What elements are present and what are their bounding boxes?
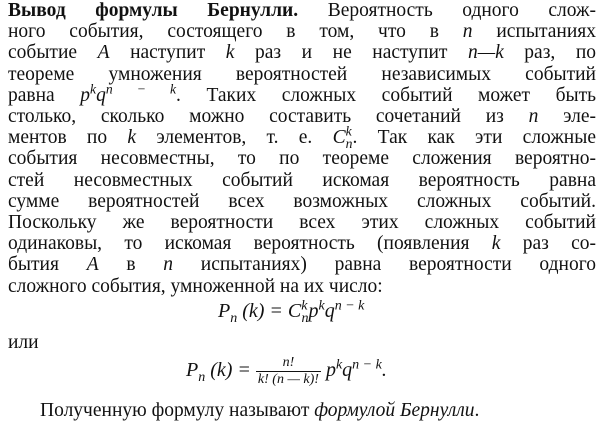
q: q	[342, 359, 353, 382]
P-sub-n: n	[230, 311, 238, 326]
var-q: q	[96, 84, 106, 106]
text: событие	[8, 42, 98, 64]
text: в	[98, 254, 164, 276]
line-2	[8, 21, 596, 42]
var-p: p	[80, 84, 90, 106]
section-title: Вывод формулы Бернулли.	[8, 0, 299, 21]
line-11	[8, 212, 596, 233]
bernoulli-formula-term: формулой Бернулли	[314, 400, 475, 421]
expr-n-minus-k: n—k	[467, 42, 504, 64]
line-13	[8, 254, 596, 275]
text: сумме вероятностей всех возможных сложных событий.	[8, 190, 596, 212]
text: испытаниях	[472, 21, 596, 43]
line-9	[8, 170, 596, 191]
var-k: k	[127, 127, 137, 149]
C-sub: n	[301, 311, 309, 326]
fraction	[256, 355, 321, 388]
p: p	[308, 300, 319, 322]
line-7	[8, 123, 596, 152]
var-k: k	[225, 42, 235, 64]
P: P	[186, 359, 199, 382]
period: .	[381, 359, 387, 382]
text: Полученную формулу называют	[40, 400, 315, 421]
line-3	[8, 42, 596, 63]
arg: (k) =	[237, 300, 288, 322]
var-A: A	[86, 254, 99, 276]
text: Поскольку же вероятности всех этих сложных событий	[8, 212, 596, 234]
p-sup: k	[318, 298, 325, 314]
P: P	[218, 300, 231, 322]
text: события несовместны, то по теореме сложения вероятно-	[8, 148, 596, 170]
formula-bernoulli-factorial	[186, 355, 387, 388]
page	[8, 0, 596, 429]
arg: (k) =	[205, 359, 256, 382]
denominator: k! (n — k)!	[257, 372, 319, 387]
C-sub-n: n	[345, 136, 353, 152]
var-A: A	[97, 42, 110, 64]
text: раз и не наступит	[234, 42, 468, 64]
C-sup: k	[301, 298, 308, 314]
text: раз, по	[503, 42, 597, 64]
numerator: n!	[282, 355, 295, 370]
line-14	[8, 276, 596, 297]
line-5	[8, 81, 597, 106]
text: теореме умножения вероятностей независимых событий	[8, 63, 596, 85]
line-4	[8, 64, 596, 85]
line-10	[8, 191, 596, 212]
q-sup: n − k	[334, 298, 365, 314]
text: стей несовместных событий искомая вероятность равна	[8, 169, 596, 191]
text: столько, сколько можно составить сочетаний из	[8, 106, 529, 128]
var-n: n	[528, 106, 539, 128]
C-sup-k: k	[345, 123, 352, 139]
text: элементов, т. е.	[136, 127, 333, 149]
q-sup: n − k	[352, 357, 382, 373]
exp-k: k	[90, 81, 97, 97]
p-sup: k	[335, 357, 343, 373]
C: C	[287, 300, 302, 322]
text: Вероятность одного слож-	[298, 0, 596, 21]
or-word: или	[8, 332, 39, 353]
period: .	[474, 400, 480, 421]
line-1	[8, 0, 596, 21]
var-k: k	[491, 233, 501, 255]
combination-C: C	[332, 127, 346, 149]
final-sentence	[40, 400, 479, 422]
text: наступит	[109, 42, 226, 64]
line-6	[8, 106, 596, 127]
line-12	[8, 233, 596, 254]
line-8	[8, 148, 596, 169]
exp-n-minus-k: n − k	[105, 81, 177, 97]
text: бытия	[8, 254, 87, 276]
P-sub-n: n	[198, 370, 206, 386]
text: эле-	[538, 106, 596, 128]
p: p	[320, 359, 336, 382]
text: равна	[8, 84, 81, 106]
var-n: n	[462, 21, 473, 43]
text: испытаниях) равна вероятности одного	[173, 254, 596, 276]
text: сложного события, умноженной на их число:	[8, 275, 383, 297]
formula-bernoulli-combination	[218, 298, 365, 326]
text: . Так как эти сложные	[352, 127, 596, 149]
q: q	[324, 300, 335, 322]
var-n: n	[163, 254, 174, 276]
text: одинаковы, то искомая вероятность (появления	[8, 233, 492, 255]
text: ментов по	[8, 127, 128, 149]
text: . Таких сложных событий может быть	[176, 84, 597, 106]
main-paragraph	[8, 0, 596, 297]
text: раз со-	[500, 233, 596, 255]
text: ного события, состоящего в том, что в	[8, 21, 463, 43]
